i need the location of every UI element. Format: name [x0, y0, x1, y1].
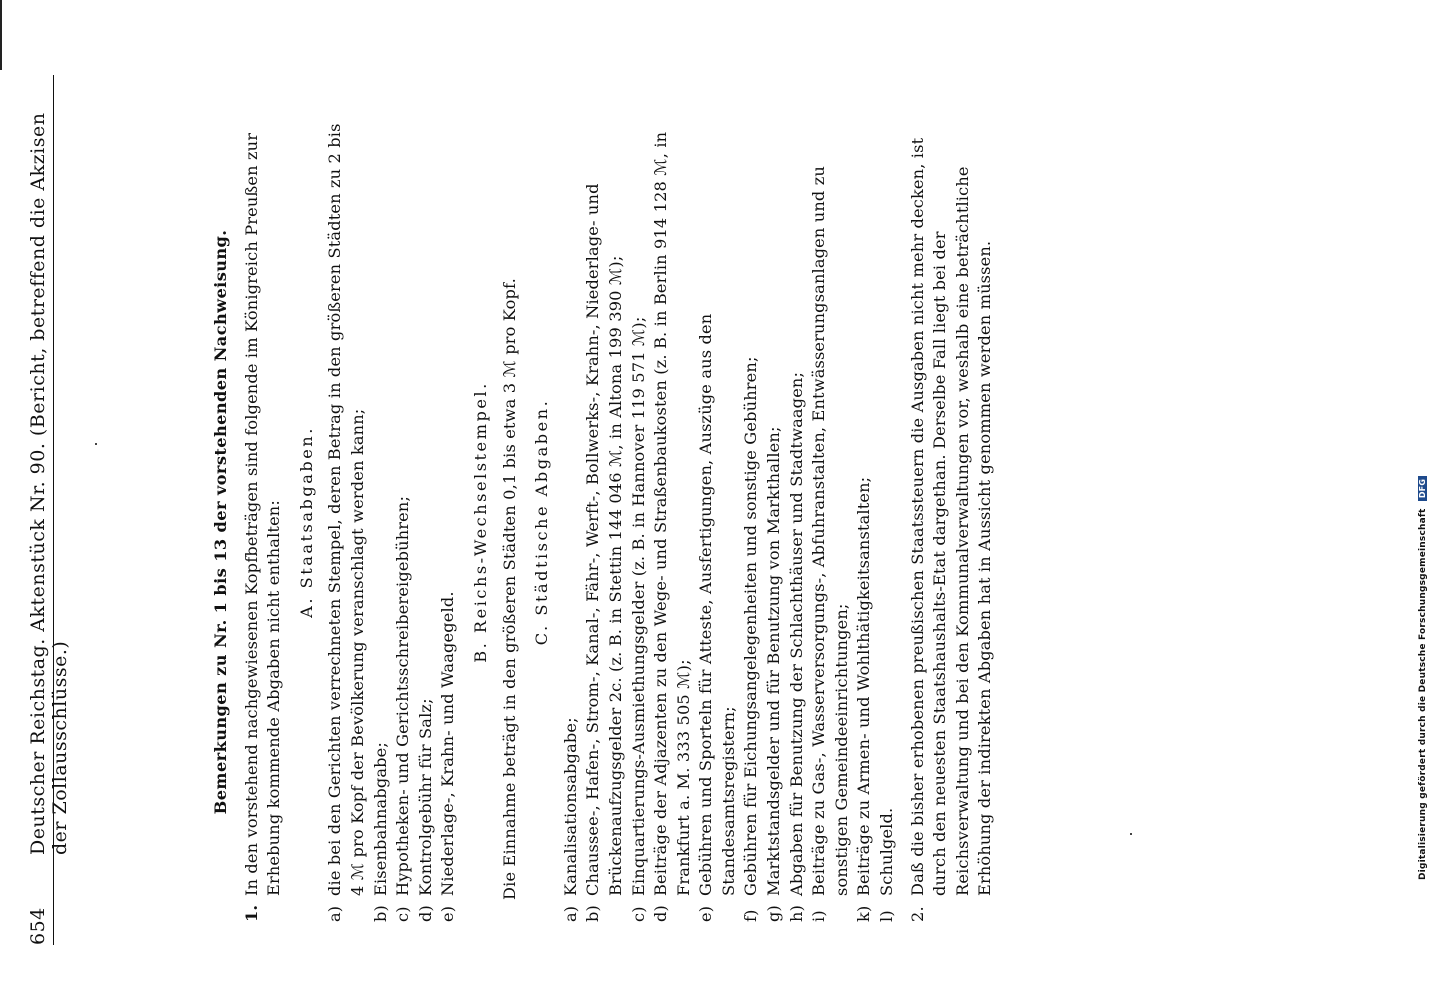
list-item-text: die bei den Gerichten verrechneten Stempel, deren Betrag in den größeren Städten zu 2 bis 4 ℳ pro Kopf der Bevölkerung veranschlagt werden kann;	[325, 123, 367, 896]
header-title: Deutscher Reichstag. Aktenstück Nr. 90. (Bericht, betreffend die Akzisen der Zollausschlüsse.)	[27, 112, 71, 855]
list-item-text: Schulgeld.	[877, 807, 897, 896]
section-c-title: C. Städtische Abgaben.	[532, 398, 552, 646]
list-item-label: h)	[786, 904, 806, 922]
list-item-label: e)	[438, 905, 458, 922]
scan-speck	[95, 443, 97, 445]
list-item-label: b)	[370, 905, 390, 922]
dfg-logo: DFG	[1418, 476, 1427, 501]
list-item	[876, 122, 899, 922]
list-item-text: Abgaben für Benutzung der Schlachthäuser und Stadtwaagen;	[786, 371, 806, 896]
list-item-label: e)	[696, 905, 716, 922]
list-item	[437, 122, 460, 922]
list-item-text: Niederlage-, Krahn- und Waagegeld.	[438, 591, 458, 896]
paragraph-2	[907, 122, 997, 922]
list-item-label: k)	[854, 905, 874, 922]
list-item-text: Beiträge der Adjazenten zu den Wege- und Straßenbaukosten (z. B. in Berlin 914 128 ℳ, in Frankfurt a. M. 333 505 ℳ);	[651, 131, 693, 896]
digitization-credit	[1418, 476, 1428, 880]
page-header	[27, 75, 71, 945]
list-item	[392, 122, 415, 922]
list-item	[808, 122, 853, 922]
list-item	[628, 122, 651, 922]
list-item	[763, 122, 786, 922]
list-item	[853, 122, 876, 922]
paragraph-2-label: 2.	[907, 906, 927, 922]
list-item	[786, 122, 809, 922]
list-item-text: Kontrolgebühr für Salz;	[415, 698, 435, 896]
page-number: 654	[27, 907, 49, 945]
document-body	[210, 122, 997, 922]
list-item	[560, 122, 583, 922]
paragraph-1-label: 1.	[241, 904, 261, 922]
scan-speck	[1130, 833, 1132, 835]
list-item-text: Beiträge zu Armen- und Wohlthätigkeitsanstalten;	[854, 476, 874, 896]
list-item-label: c)	[393, 906, 413, 922]
list-item-text: Gebühren und Sporteln für Atteste, Ausfertigungen, Auszüge aus den Standesamtsregistern;	[696, 313, 738, 896]
list-item	[415, 122, 438, 922]
list-item	[582, 122, 627, 922]
list-item	[740, 122, 763, 922]
list-item-label: i)	[809, 910, 829, 922]
list-item-text: Eisenbahnabgabe;	[370, 742, 390, 896]
list-item	[324, 122, 369, 922]
list-item-label: b)	[583, 905, 603, 922]
list-item-text: Gebühren für Eichungsangelegenheiten und sonstige Gebühren;	[741, 356, 761, 896]
list-item-label: c)	[628, 906, 648, 922]
list-item-label: f)	[741, 909, 761, 922]
paragraph-1	[241, 122, 286, 922]
section-b-text: Die Einnahme beträgt in den größeren Städten 0,1 bis etwa 3 ℳ pro Kopf.	[499, 278, 519, 900]
list-item-label: d)	[415, 905, 435, 922]
section-a-title: A. Staatsabgaben.	[296, 426, 316, 618]
list-item-text: Beiträge zu Gas-, Wasserversorgungs-, Abfuhranstalten, Entwässerungsanlagen und zu sonstigen Gemeindeeinrichtungen;	[809, 166, 851, 896]
list-item-text: Hypotheken- und Gerichtsschreibereigebühren;	[393, 495, 413, 896]
paragraph-1-text: In den vorstehend nachgewiesenen Kopfbeträgen sind folgende im Königreich Preußen zur Erhebung kommende Abgaben nicht enthalten:	[241, 132, 284, 896]
header-rule	[53, 75, 54, 945]
list-item	[650, 122, 695, 922]
credit-text: Digitalisierung gefördert durch die Deutsche Forschungsgemeinschaft	[1418, 508, 1428, 880]
list-item-label: d)	[651, 905, 671, 922]
list-item-text: Marktstandsgelder und für Benutzung von Markthallen;	[764, 426, 784, 896]
list-item-text: Einquartierungs-Ausmiethungsgelder (z. B. in Hannover 119 571 ℳ);	[628, 316, 648, 896]
remarks-heading: Bemerkungen zu Nr. 1 bis 13 der vorstehenden Nachweisung.	[211, 229, 230, 815]
list-item-text: Chaussee-, Hafen-, Strom-, Kanal-, Fähr-, Werft-, Bollwerks-, Krahn-, Niederlage- und Brückenaufzugsgelder 2c. (z. B. in Stettin 144 046 ℳ, in Altona 199 390 ℳ);	[583, 183, 625, 896]
list-item-label: a)	[325, 905, 345, 922]
paragraph-2-text: Daß die bisher erhobenen preußischen Staatssteuern die Ausgaben nicht mehr decken, ist durch den neuesten Staatshaushalts-Etat dargethan. Derselbe Fall liegt bei der Reichsverwaltung und bei den Kommunalverwaltungen vor, weshalb eine beträchtliche Erhöhung der indirekten Abgaben hat in Aussicht genommen werden müssen.	[907, 137, 995, 896]
section-b-title: B. Reichs-Wechselstempel.	[470, 381, 490, 663]
list-item-label: l)	[877, 910, 897, 922]
list-item-label: g)	[764, 905, 784, 922]
list-item	[695, 122, 740, 922]
list-item-label: a)	[560, 905, 580, 922]
list-item-text: Kanalisationsabgabe;	[560, 717, 580, 896]
list-item	[370, 122, 393, 922]
